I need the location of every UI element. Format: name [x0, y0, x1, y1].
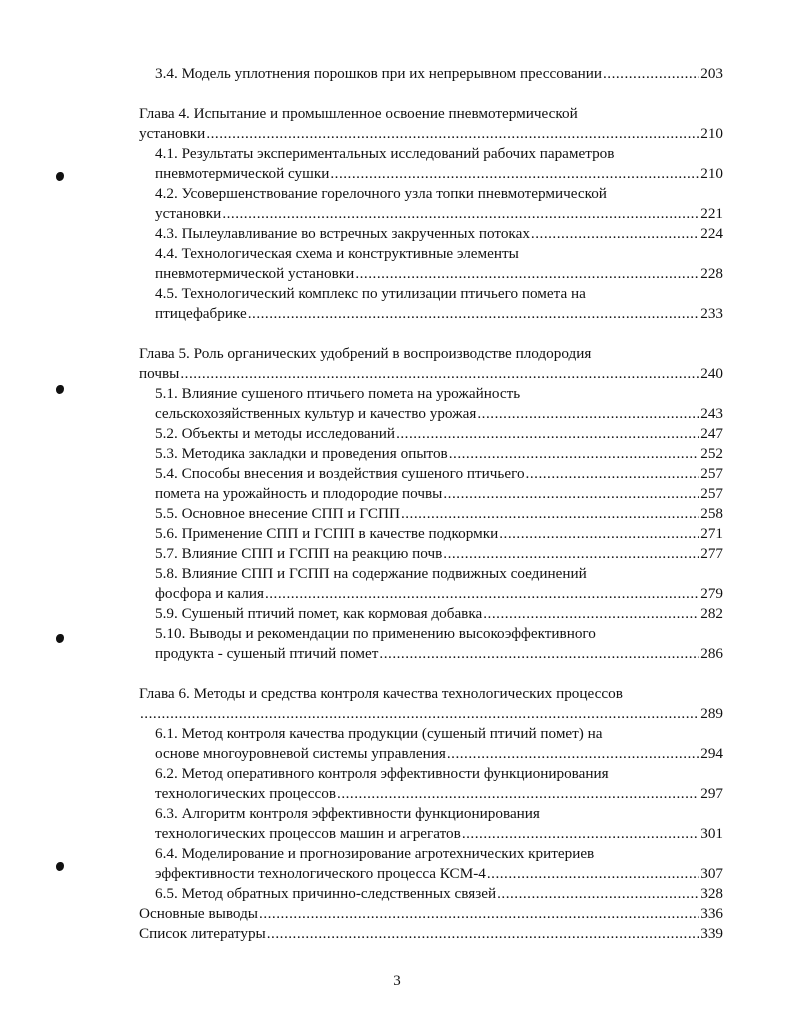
- dot-leader: [330, 164, 699, 184]
- toc-line: [139, 704, 723, 724]
- toc-entry-text: 5.2. Объекты и методы исследований: [155, 425, 396, 442]
- toc-line: [139, 504, 723, 524]
- toc-entry-text: установки: [139, 125, 206, 142]
- toc-page-number: 252: [700, 445, 723, 462]
- binder-hole-mark-icon: [56, 634, 64, 643]
- toc-line: [139, 424, 723, 444]
- toc-entry-text: пневмотермической установки: [155, 265, 355, 282]
- dot-leader: [499, 524, 699, 544]
- binder-hole-mark-icon: [56, 862, 64, 871]
- toc-line: [139, 204, 723, 224]
- toc-entry-text: 5.4. Способы внесения и воздействия сушеного птичьего: [155, 465, 525, 482]
- toc-entry-text: птицефабрике: [155, 305, 247, 322]
- toc-entry-text: 5.9. Сушеный птичий помет, как кормовая добавка: [155, 605, 483, 622]
- toc-entry-text: 6.3. Алгоритм контроля эффективности функционирования: [155, 805, 540, 822]
- dot-leader: [355, 264, 699, 284]
- toc-page-number: 271: [700, 525, 723, 542]
- dot-leader: [180, 364, 699, 384]
- toc-line: [139, 104, 723, 124]
- toc-line: [139, 564, 723, 584]
- toc-line: [139, 884, 723, 904]
- toc-line: [139, 184, 723, 204]
- toc-entry-text: Основные выводы: [139, 905, 259, 922]
- toc-entry-text: 6.2. Метод оперативного контроля эффективности функционирования: [155, 765, 609, 782]
- dot-leader: [462, 824, 699, 844]
- dot-leader: [483, 604, 699, 624]
- toc-line: [139, 404, 723, 424]
- toc-entry-text: 4.4. Технологическая схема и конструктивные элементы: [155, 245, 519, 262]
- toc-entry-text: эффективности технологического процесса КСМ-4: [155, 865, 486, 882]
- dot-leader: [449, 444, 699, 464]
- dot-leader: [401, 504, 699, 524]
- toc-page-number: 289: [700, 705, 723, 722]
- toc-entry-text: технологических процессов: [155, 785, 337, 802]
- dot-leader: [259, 904, 699, 924]
- dot-leader: [526, 464, 700, 484]
- toc-page-number: 257: [700, 465, 723, 482]
- toc-line: [139, 304, 723, 324]
- toc-page-number: 243: [700, 405, 723, 422]
- toc-line: [139, 804, 723, 824]
- toc-line: [139, 924, 723, 944]
- toc-page-number: 240: [700, 365, 723, 382]
- toc-line: [139, 864, 723, 884]
- toc-page-number: 221: [700, 205, 723, 222]
- toc-page-number: 301: [700, 825, 723, 842]
- toc-entry-text: 5.8. Влияние СПП и ГСПП на содержание подвижных соединений: [155, 565, 587, 582]
- toc-line: [139, 844, 723, 864]
- toc-line: [139, 524, 723, 544]
- toc-entry-text: технологических процессов машин и агрегатов: [155, 825, 461, 842]
- toc-page-number: 297: [700, 785, 723, 802]
- toc-entry-text: почвы: [139, 365, 180, 382]
- toc-entry-text: пневмотермической сушки: [155, 165, 330, 182]
- toc-line: [139, 584, 723, 604]
- dot-leader: [267, 924, 699, 944]
- dot-leader: [222, 204, 699, 224]
- toc-entry-text: Глава 4. Испытание и промышленное освоение пневмотермической: [139, 105, 578, 122]
- toc-line: [139, 684, 723, 704]
- toc-entry-text: 4.5. Технологический комплекс по утилизации птичьего помета на: [155, 285, 586, 302]
- toc-entry-text: 4.1. Результаты экспериментальных исследований рабочих параметров: [155, 145, 615, 162]
- toc-entry-text: установки: [155, 205, 222, 222]
- toc-entry-text: 3.4. Модель уплотнения порошков при их непрерывном прессовании: [155, 65, 602, 82]
- toc-entry-text: 5.5. Основное внесение СПП и ГСПП: [155, 505, 400, 522]
- binder-hole-mark-icon: [56, 172, 64, 181]
- toc-page-number: 258: [700, 505, 723, 522]
- toc-page-number: 286: [700, 645, 723, 662]
- toc-entry-text: 6.1. Метод контроля качества продукции (сушеный птичий помет) на: [155, 725, 603, 742]
- toc-page-number: 247: [700, 425, 723, 442]
- toc-entry-text: Глава 6. Методы и средства контроля качества технологических процессов: [139, 685, 623, 702]
- toc-page-number: 282: [700, 605, 723, 622]
- dot-leader: [265, 584, 699, 604]
- toc-line: [139, 344, 723, 364]
- dot-leader: [497, 884, 699, 904]
- dot-leader: [396, 424, 699, 444]
- toc-line: [139, 484, 723, 504]
- toc-page-number: 228: [700, 265, 723, 282]
- toc-line: [139, 64, 723, 84]
- dot-leader: [140, 704, 699, 724]
- toc-page-number: 328: [700, 885, 723, 902]
- toc-entry-text: 4.3. Пылеулавливание во встречных закрученных потоках: [155, 225, 530, 242]
- table-of-contents: [139, 64, 723, 944]
- dot-leader: [487, 864, 699, 884]
- dot-leader: [447, 744, 699, 764]
- toc-line: [139, 444, 723, 464]
- dot-leader: [248, 304, 700, 324]
- toc-line: [139, 284, 723, 304]
- toc-page-number: 257: [700, 485, 723, 502]
- toc-entry-text: 6.5. Метод обратных причинно-следственных связей: [155, 885, 497, 902]
- toc-line: [139, 384, 723, 404]
- toc-entry-text: Список литературы: [139, 925, 266, 942]
- dot-leader: [206, 124, 699, 144]
- toc-line: [139, 824, 723, 844]
- toc-line: [139, 264, 723, 284]
- dot-leader: [443, 544, 699, 564]
- toc-entry-text: 5.7. Влияние СПП и ГСПП на реакцию почв: [155, 545, 443, 562]
- toc-entry-text: Глава 5. Роль органических удобрений в воспроизводстве плодородия: [139, 345, 592, 362]
- page-number: 3: [393, 973, 401, 989]
- dot-leader: [603, 64, 699, 84]
- toc-line: [139, 644, 723, 664]
- toc-entry-text: продукта - сушеный птичий помет: [155, 645, 379, 662]
- toc-entry-text: сельскохозяйственных культур и качество урожая: [155, 405, 477, 422]
- toc-entry-text: 5.10. Выводы и рекомендации по применению высокоэффективного: [155, 625, 596, 642]
- toc-line: [139, 544, 723, 564]
- toc-entry-text: 5.6. Применение СПП и ГСПП в качестве подкормки: [155, 525, 499, 542]
- binder-hole-mark-icon: [56, 385, 64, 394]
- dot-leader: [531, 224, 699, 244]
- toc-page-number: 336: [700, 905, 723, 922]
- toc-line: [139, 764, 723, 784]
- toc-line: [139, 604, 723, 624]
- toc-page-number: 307: [700, 865, 723, 882]
- toc-line: [139, 624, 723, 644]
- toc-entry-text: 4.2. Усовершенствование горелочного узла топки пневмотермической: [155, 185, 607, 202]
- toc-entry-text: 5.1. Влияние сушеного птичьего помета на урожайность: [155, 385, 521, 402]
- toc-entry-text: фосфора и калия: [155, 585, 264, 602]
- toc-line: [139, 124, 723, 144]
- toc-page-number: 210: [700, 165, 723, 182]
- toc-page-number: 224: [700, 225, 723, 242]
- toc-page-number: 339: [700, 925, 723, 942]
- toc-line: [139, 784, 723, 804]
- toc-line: [139, 244, 723, 264]
- toc-page-number: 294: [700, 745, 723, 762]
- toc-entry-text: основе многоуровневой системы управления: [155, 745, 446, 762]
- toc-line: [139, 724, 723, 744]
- toc-line: [139, 904, 723, 924]
- toc-entry-text: помета на урожайность и плодородие почвы: [155, 485, 443, 502]
- toc-entry-text: 5.3. Методика закладки и проведения опытов: [155, 445, 448, 462]
- toc-page-number: 277: [700, 545, 723, 562]
- dot-leader: [477, 404, 699, 424]
- dot-leader: [443, 484, 699, 504]
- toc-line: [139, 164, 723, 184]
- toc-page-number: 233: [700, 305, 723, 322]
- toc-line: [139, 744, 723, 764]
- dot-leader: [379, 644, 699, 664]
- toc-line: [139, 464, 723, 484]
- toc-page-number: 203: [700, 65, 723, 82]
- toc-page-number: 279: [700, 585, 723, 602]
- dot-leader: [337, 784, 699, 804]
- toc-line: [139, 144, 723, 164]
- toc-page-number: 210: [700, 125, 723, 142]
- toc-line: [139, 224, 723, 244]
- toc-line: [139, 364, 723, 384]
- toc-entry-text: 6.4. Моделирование и прогнозирование агротехнических критериев: [155, 845, 595, 862]
